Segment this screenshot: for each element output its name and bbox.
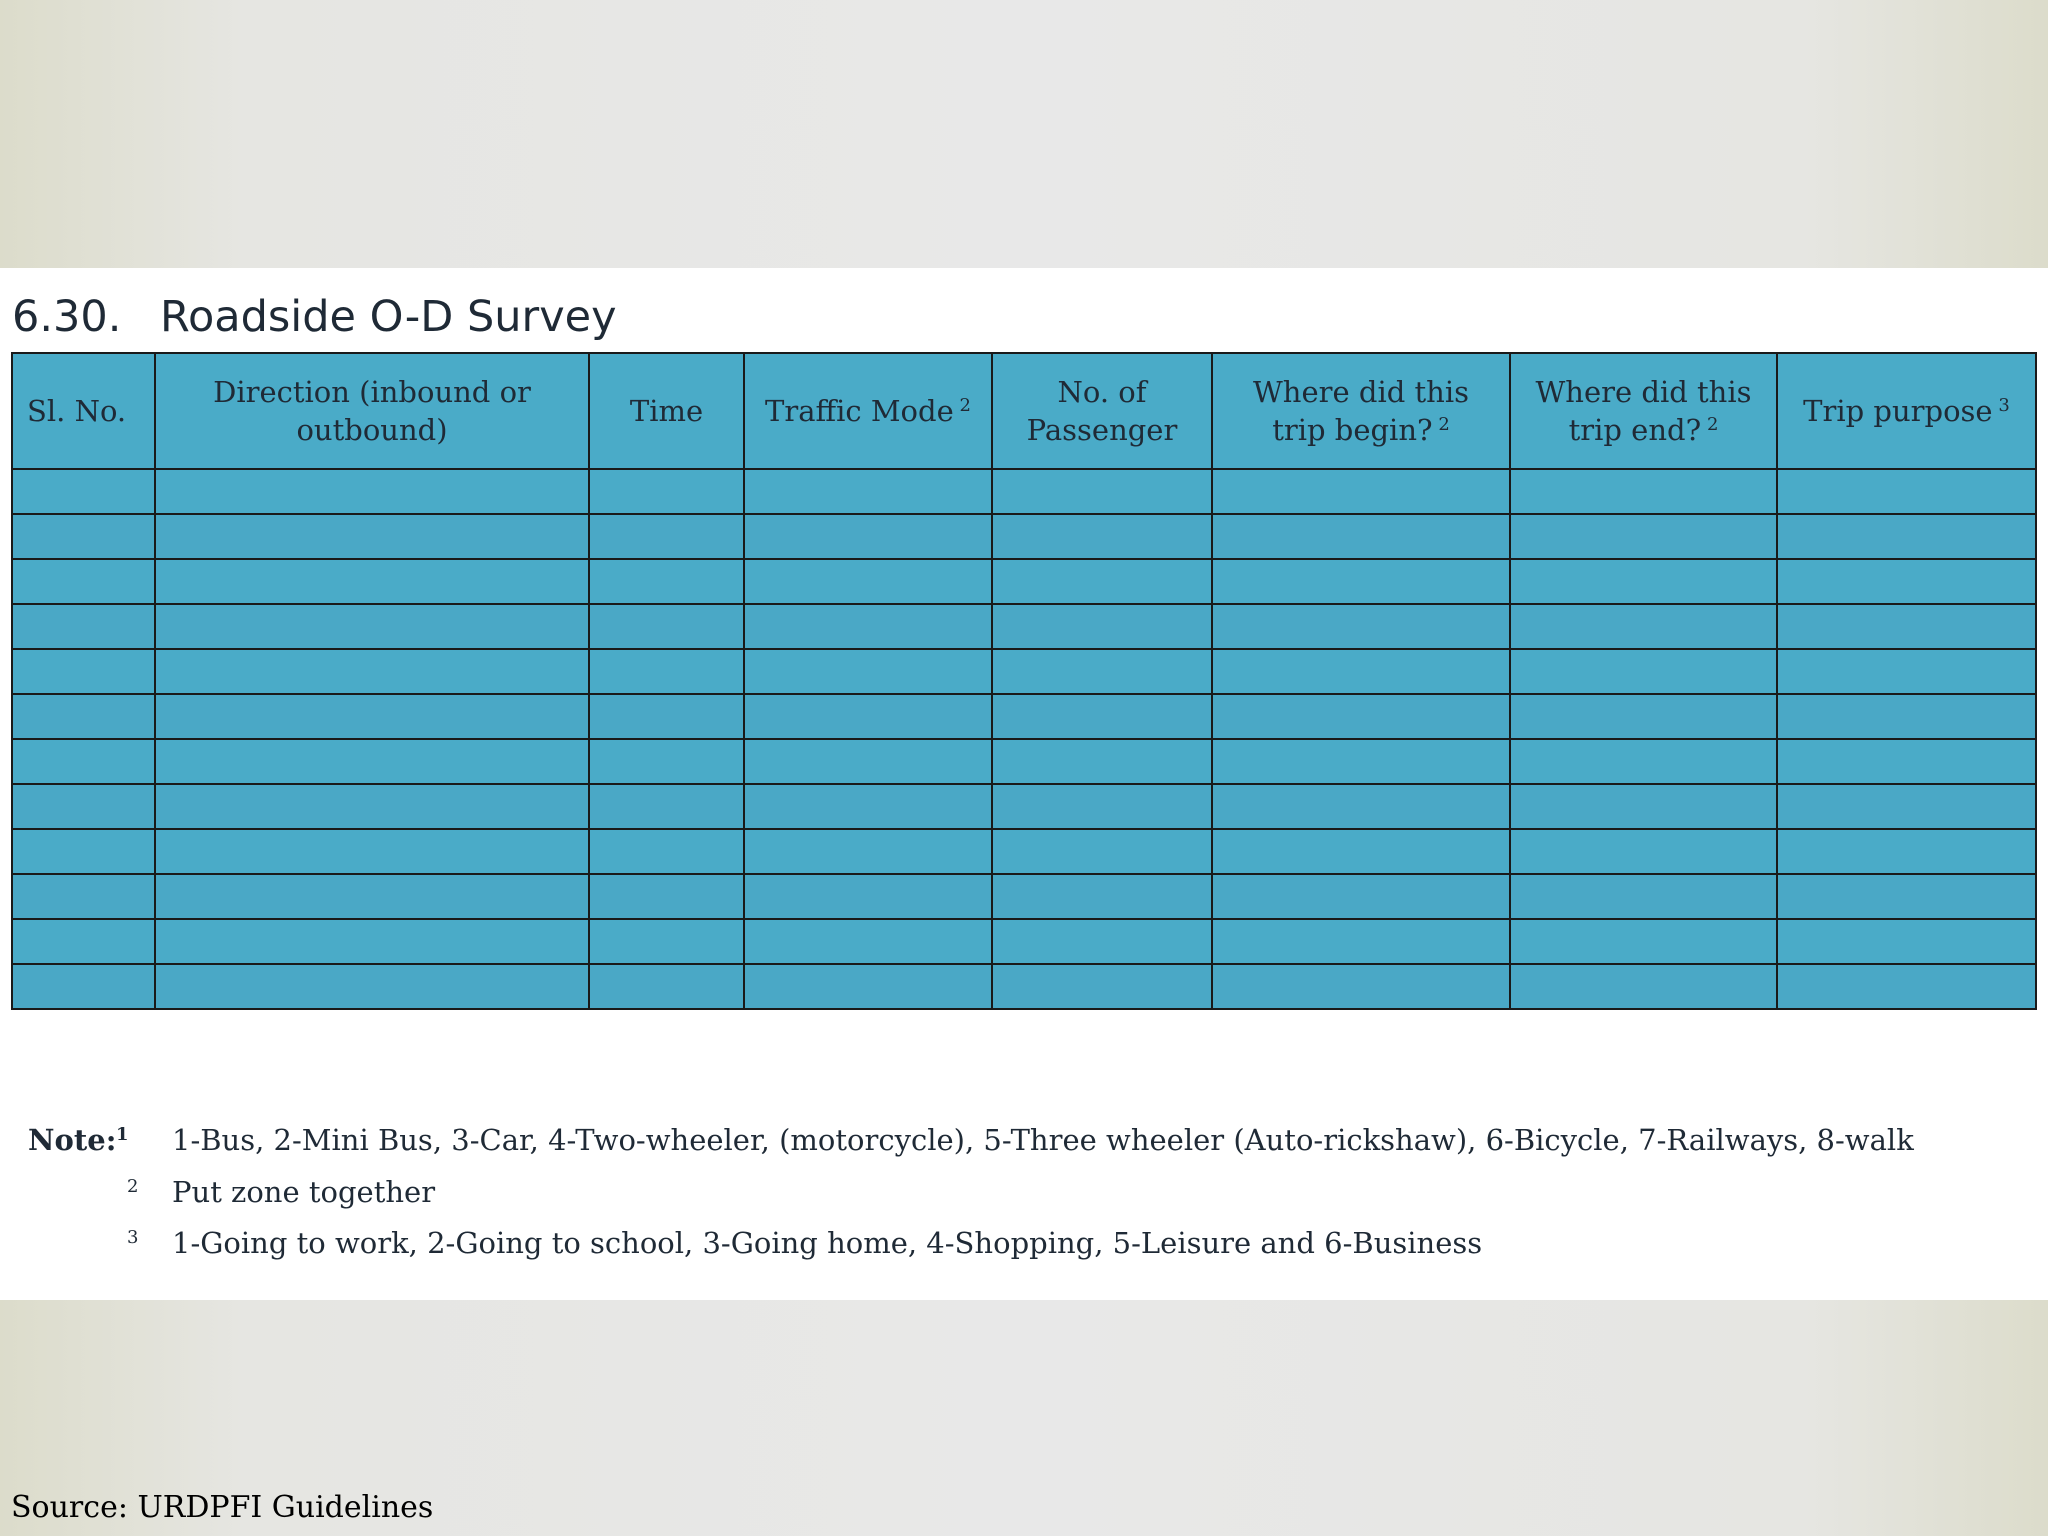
section-number: 6.30.: [12, 292, 122, 342]
table-cell: [589, 829, 744, 874]
table-row: [12, 514, 2036, 559]
table-cell: [992, 829, 1212, 874]
table-cell: [1510, 694, 1777, 739]
note-text: 1-Going to work, 2-Going to school, 3-Going home, 4-Shopping, 5-Leisure and 6-Business: [172, 1226, 1483, 1260]
table-cell: [1212, 559, 1510, 604]
table-cell: [589, 739, 744, 784]
table-row: [12, 874, 2036, 919]
table-cell: [1510, 874, 1777, 919]
table-header-row: [12, 353, 2036, 469]
table-cell: [12, 469, 155, 514]
table-cell: [12, 559, 155, 604]
table-cell: [1777, 604, 2036, 649]
table-cell: [992, 919, 1212, 964]
table-cell: [1212, 874, 1510, 919]
footnote-ref: 2: [1706, 414, 1719, 435]
table-cell: [1510, 469, 1777, 514]
table-cell: [1777, 649, 2036, 694]
footnote-ref: 3: [1998, 395, 2010, 416]
table-cell: [589, 694, 744, 739]
table-row: [12, 739, 2036, 784]
table-row: [12, 964, 2036, 1009]
section-heading: [12, 292, 617, 342]
column-header-direction: Direction (inbound or outbound): [155, 353, 589, 469]
table-cell: [1510, 784, 1777, 829]
table-cell: [744, 514, 992, 559]
column-header-trip-purpose: Trip purpose $^3$: [1777, 353, 2036, 469]
table-cell: [992, 739, 1212, 784]
table-cell: [155, 604, 589, 649]
table-cell: [1777, 784, 2036, 829]
table-cell: [744, 829, 992, 874]
document-panel: [0, 268, 2048, 1300]
table-cell: [1777, 874, 2036, 919]
note-label: Note:: [28, 1123, 117, 1157]
table-row: [12, 919, 2036, 964]
column-header-trip-begin: Where did this trip begin? $^2$: [1212, 353, 1510, 469]
table-cell: [12, 829, 155, 874]
table-cell: [12, 739, 155, 784]
section-title: Roadside O-D Survey: [160, 292, 617, 342]
note-marker: 2: [127, 1176, 139, 1197]
column-header-time: Time: [589, 353, 744, 469]
source-citation: Source: URDPFI Guidelines: [11, 1490, 434, 1525]
table-cell: [589, 604, 744, 649]
table-cell: [12, 604, 155, 649]
table-cell: [992, 604, 1212, 649]
table-cell: [1212, 784, 1510, 829]
table-cell: [744, 784, 992, 829]
table-cell: [744, 469, 992, 514]
table-cell: [155, 694, 589, 739]
table-cell: [155, 559, 589, 604]
table-cell: [155, 514, 589, 559]
table-cell: [1212, 604, 1510, 649]
table-cell: [992, 649, 1212, 694]
table-cell: [992, 559, 1212, 604]
table-cell: [155, 469, 589, 514]
table-cell: [589, 514, 744, 559]
table-cell: [744, 964, 992, 1009]
table-cell: [1510, 739, 1777, 784]
table-cell: [155, 874, 589, 919]
table-cell: [589, 919, 744, 964]
table-cell: [1510, 559, 1777, 604]
table-cell: [589, 964, 744, 1009]
table-cell: [155, 829, 589, 874]
table-row: [12, 559, 2036, 604]
table-row: [12, 469, 2036, 514]
table-cell: [1212, 919, 1510, 964]
table-cell: [1777, 919, 2036, 964]
table-cell: [1212, 739, 1510, 784]
table-row: [12, 829, 2036, 874]
table-cell: [744, 604, 992, 649]
table-cell: [744, 919, 992, 964]
table-cell: [12, 874, 155, 919]
table-row: [12, 604, 2036, 649]
table-cell: [992, 874, 1212, 919]
table-cell: [744, 874, 992, 919]
table-cell: [1510, 514, 1777, 559]
table-row: [12, 649, 2036, 694]
table-cell: [589, 469, 744, 514]
table-cell: [155, 649, 589, 694]
table-cell: [1777, 964, 2036, 1009]
table-cell: [12, 919, 155, 964]
table-cell: [12, 514, 155, 559]
table-cell: [1777, 559, 2036, 604]
table-cell: [992, 469, 1212, 514]
survey-form-table: [11, 352, 2037, 1010]
table-row: [12, 784, 2036, 829]
table-cell: [589, 874, 744, 919]
table-cell: [1212, 829, 1510, 874]
note-text: 1-Bus, 2-Mini Bus, 3-Car, 4-Two-wheeler, (motorcycle), 5-Three wheeler (Auto-rickshaw), 6-Bicycle, 7-Railways, 8-walk: [172, 1123, 1914, 1157]
table-cell: [1212, 649, 1510, 694]
table-cell: [589, 559, 744, 604]
table-cell: [589, 784, 744, 829]
table-cell: [1212, 964, 1510, 1009]
note-marker: 3: [127, 1227, 139, 1248]
table-cell: [1777, 739, 2036, 784]
table-cell: [992, 694, 1212, 739]
column-header-sl-no: Sl. No.: [12, 353, 155, 469]
column-header-traffic-mode: Traffic Mode $^2$: [744, 353, 992, 469]
table-cell: [12, 694, 155, 739]
table-body: [12, 469, 2036, 1009]
note-text: Put zone together: [172, 1175, 436, 1209]
table-cell: [1212, 694, 1510, 739]
table-cell: [744, 739, 992, 784]
table-cell: [1510, 604, 1777, 649]
table-cell: [992, 964, 1212, 1009]
table-cell: [155, 739, 589, 784]
table-cell: [155, 919, 589, 964]
table-cell: [155, 784, 589, 829]
table-cell: [992, 514, 1212, 559]
table-cell: [1777, 469, 2036, 514]
table-cell: [744, 649, 992, 694]
table-cell: [1777, 514, 2036, 559]
slide-top-band: [0, 0, 2048, 268]
table-cell: [992, 784, 1212, 829]
table-cell: [1212, 514, 1510, 559]
table-cell: [1510, 829, 1777, 874]
table-cell: [1510, 964, 1777, 1009]
footnote-ref: 2: [1438, 414, 1450, 435]
table-cell: [12, 649, 155, 694]
table-row: [12, 694, 2036, 739]
table-cell: [1212, 469, 1510, 514]
table-cell: [12, 964, 155, 1009]
column-header-trip-end: Where did this trip end? $^2$: [1510, 353, 1777, 469]
table-cell: [1777, 694, 2036, 739]
column-header-passengers: No. of Passenger: [992, 353, 1212, 469]
table-cell: [1777, 829, 2036, 874]
table-cell: [1510, 919, 1777, 964]
note-marker: 1: [116, 1124, 129, 1145]
table-cell: [744, 694, 992, 739]
footnote-ref: 2: [959, 395, 971, 416]
table-cell: [744, 559, 992, 604]
table-cell: [589, 649, 744, 694]
table-cell: [1510, 649, 1777, 694]
table-cell: [155, 964, 589, 1009]
table-cell: [12, 784, 155, 829]
